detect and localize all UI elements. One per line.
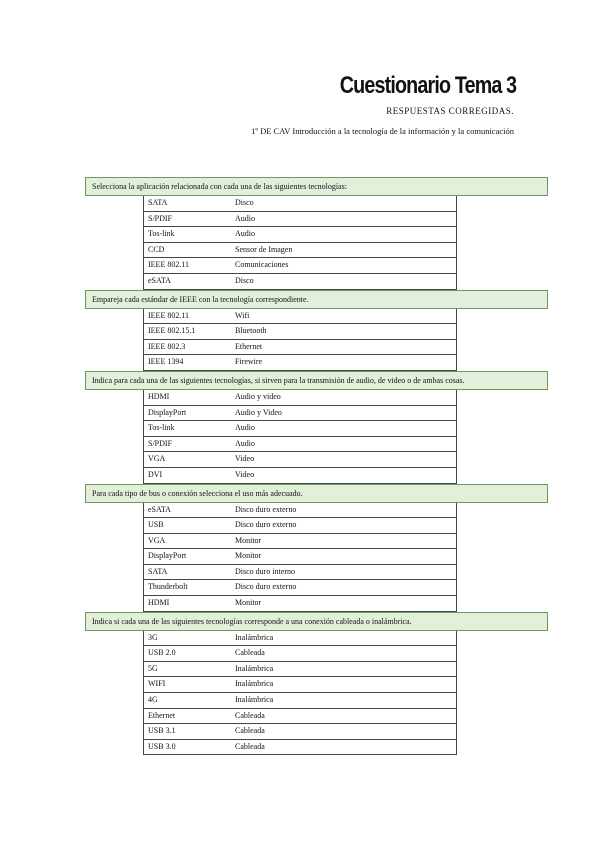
question-header: Empareja cada estándar de IEEE con la tecnología correspondiente. xyxy=(85,290,548,309)
table-row xyxy=(143,662,457,678)
question-header: Indica si cada una de las siguientes tecnologías corresponde a una conexión cableada o inalámbrica. xyxy=(85,612,548,631)
table-row xyxy=(143,596,457,612)
answer-cell: Bluetooth xyxy=(235,326,267,336)
table-row xyxy=(143,631,457,647)
table-row xyxy=(143,390,457,406)
page-title: Cuestionario Tema 3 xyxy=(339,72,516,99)
answer-cell: Cableada xyxy=(235,741,265,751)
table-row xyxy=(143,355,457,371)
table-row xyxy=(143,740,457,756)
answer-cell: Audio y Video xyxy=(235,407,282,417)
answer-cell: Inalámbrica xyxy=(235,679,274,689)
course-label: 1º DE CAV Introducción a la tecnología de la información y la comunicación xyxy=(251,126,514,136)
answer-cell: Monitor xyxy=(235,535,262,545)
answer-cell: Monitor xyxy=(235,598,262,608)
technology-cell: WIFI xyxy=(148,679,166,689)
table-row xyxy=(143,468,457,484)
answer-cell: Video xyxy=(235,454,255,464)
technology-cell: USB xyxy=(148,520,164,530)
table-row xyxy=(143,709,457,725)
answer-cell: Inalámbrica xyxy=(235,663,274,673)
answer-cell: Cableada xyxy=(235,710,265,720)
technology-cell: IEEE 1394 xyxy=(148,357,184,367)
answer-cell: Cableada xyxy=(235,648,265,658)
table-row xyxy=(143,196,457,212)
table-row xyxy=(143,421,457,437)
technology-cell: 3G xyxy=(148,632,158,642)
answer-cell: Disco duro externo xyxy=(235,520,297,530)
answer-cell: Disco duro externo xyxy=(235,504,297,514)
technology-cell: SATA xyxy=(148,198,168,207)
technology-cell: IEEE 802.3 xyxy=(148,341,186,351)
technology-cell: DisplayPort xyxy=(148,407,187,417)
technology-cell: Ethernet xyxy=(148,710,176,720)
technology-cell: DVI xyxy=(148,469,163,479)
technology-cell: USB 3.0 xyxy=(148,741,176,751)
answer-cell: Sensor de Imagen xyxy=(235,244,293,254)
answer-table xyxy=(143,503,457,612)
technology-cell: 4G xyxy=(148,695,158,705)
technology-cell: USB 3.1 xyxy=(148,726,176,736)
table-row xyxy=(143,243,457,259)
questionnaire xyxy=(0,177,600,755)
table-row xyxy=(143,580,457,596)
page-subtitle: RESPUESTAS CORREGIDAS. xyxy=(386,106,514,116)
technology-cell: SATA xyxy=(148,566,168,576)
technology-cell: IEEE 802.11 xyxy=(148,260,190,270)
answer-table xyxy=(143,196,457,290)
table-row xyxy=(143,258,457,274)
technology-cell: HDMI xyxy=(148,391,170,401)
answer-cell: Video xyxy=(235,469,255,479)
answer-cell: Cableada xyxy=(235,726,265,736)
technology-cell: Thunderbolt xyxy=(148,582,188,592)
answer-cell: Inalámbrica xyxy=(235,632,274,642)
table-row xyxy=(143,274,457,290)
technology-cell: IEEE 802.11 xyxy=(148,310,190,320)
table-row xyxy=(143,437,457,453)
table-row xyxy=(143,503,457,519)
answer-cell: Firewire xyxy=(235,357,263,367)
table-row xyxy=(143,646,457,662)
technology-cell: VGA xyxy=(148,535,166,545)
technology-cell: HDMI xyxy=(148,598,170,608)
table-row xyxy=(143,309,457,325)
table-row xyxy=(143,693,457,709)
table-row xyxy=(143,452,457,468)
table-row xyxy=(143,227,457,243)
answer-table xyxy=(143,309,457,371)
answer-cell: Disco duro interno xyxy=(235,566,295,576)
question-header: Para cada tipo de bus o conexión selecciona el uso más adecuado. xyxy=(85,484,548,503)
technology-cell: 5G xyxy=(148,663,158,673)
table-row xyxy=(143,518,457,534)
table-row xyxy=(143,677,457,693)
answer-cell: Disco duro externo xyxy=(235,582,297,592)
table-row xyxy=(143,565,457,581)
table-row xyxy=(143,340,457,356)
table-row xyxy=(143,406,457,422)
answer-table xyxy=(143,631,457,756)
technology-cell: IEEE 802.15.1 xyxy=(148,326,196,336)
answer-cell: Disco xyxy=(235,275,254,285)
answer-cell: Inalámbrica xyxy=(235,695,274,705)
answer-cell: Audio xyxy=(235,229,255,239)
answer-cell: Audio y video xyxy=(235,391,281,401)
technology-cell: USB 2.0 xyxy=(148,648,176,658)
table-row xyxy=(143,212,457,228)
technology-cell: S/PDIF xyxy=(148,213,173,223)
answer-cell: Audio xyxy=(235,213,255,223)
table-row xyxy=(143,549,457,565)
technology-cell: S/PDIF xyxy=(148,438,173,448)
table-row xyxy=(143,534,457,550)
table-row xyxy=(143,324,457,340)
question-header: Selecciona la aplicación relacionada con cada una de las siguientes tecnologías: xyxy=(85,177,548,196)
answer-cell: Disco xyxy=(235,198,254,207)
technology-cell: VGA xyxy=(148,454,166,464)
technology-cell: CCD xyxy=(148,244,165,254)
technology-cell: Tos-link xyxy=(148,423,175,433)
question-header: Indica para cada una de las siguientes tecnologías, si sirven para la transmisión de audio, de video o de ambas cosas. xyxy=(85,371,548,390)
answer-cell: Audio xyxy=(235,438,255,448)
technology-cell: Tos-link xyxy=(148,229,175,239)
answer-cell: Ethernet xyxy=(235,341,263,351)
table-row xyxy=(143,724,457,740)
answer-cell: Comunicaciones xyxy=(235,260,289,270)
answer-table xyxy=(143,390,457,484)
answer-cell: Audio xyxy=(235,423,255,433)
technology-cell: eSATA xyxy=(148,275,171,285)
answer-cell: Wifi xyxy=(235,310,250,320)
answer-cell: Monitor xyxy=(235,551,262,561)
technology-cell: eSATA xyxy=(148,504,171,514)
technology-cell: DisplayPort xyxy=(148,551,187,561)
